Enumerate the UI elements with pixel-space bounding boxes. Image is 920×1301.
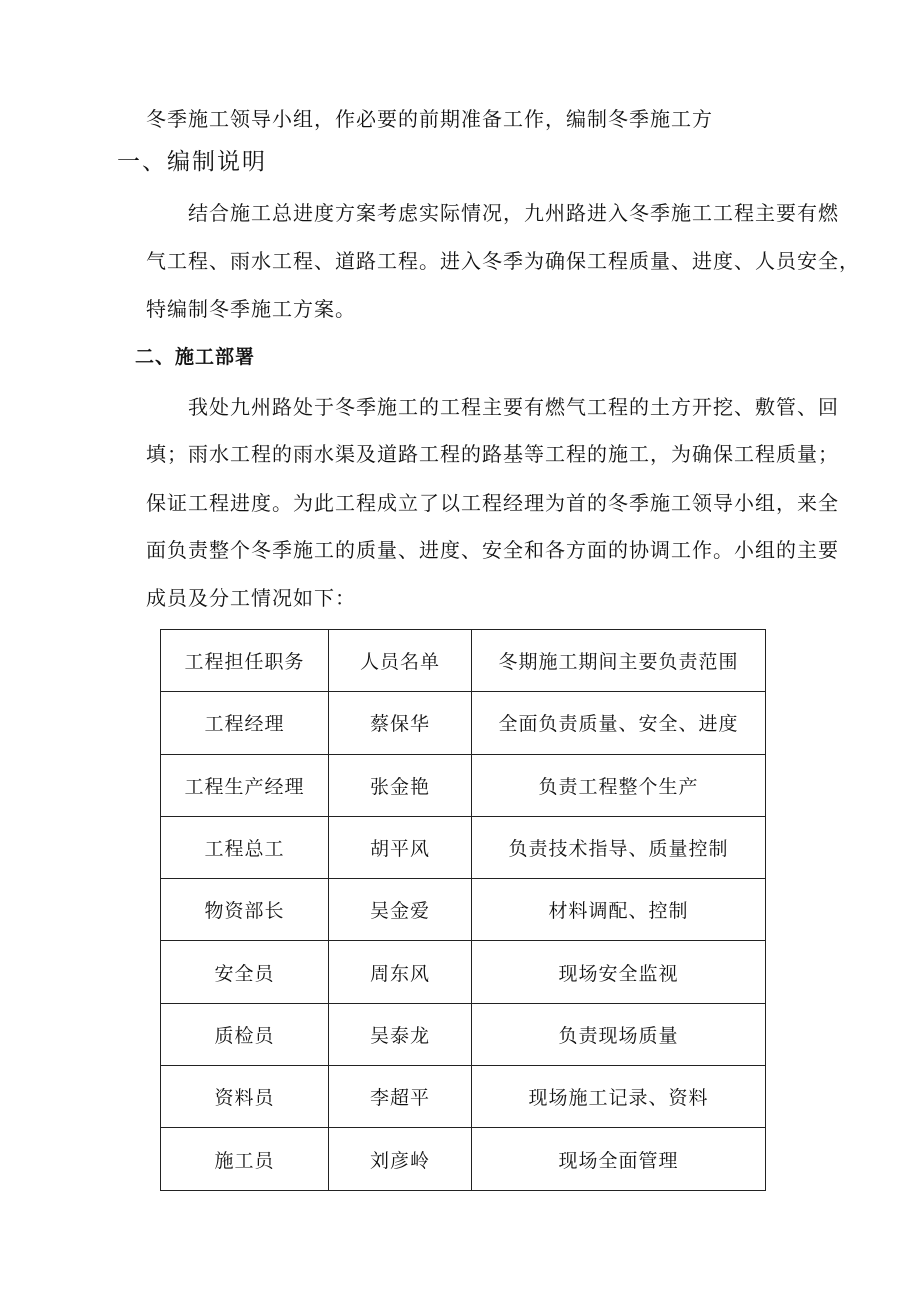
section-2-paragraph-line: 成员及分工情况如下： xyxy=(146,586,356,610)
cell-position: 工程生产经理 xyxy=(161,754,329,816)
cell-responsibility: 现场安全监视 xyxy=(472,941,766,1003)
cell-name: 张金艳 xyxy=(329,754,472,816)
table-row xyxy=(161,1128,766,1190)
table-row xyxy=(161,1066,766,1128)
staff-table xyxy=(160,629,766,1191)
cell-responsibility: 负责现场质量 xyxy=(472,1003,766,1065)
section-2-heading: 二、施工部署 xyxy=(135,346,256,368)
cell-position: 质检员 xyxy=(161,1003,329,1065)
cell-position: 施工员 xyxy=(161,1128,329,1190)
table-row xyxy=(161,692,766,754)
cell-position: 工程总工 xyxy=(161,816,329,878)
section-2-paragraph-line: 保证工程进度。为此工程成立了以工程经理为首的冬季施工领导小组，来全 xyxy=(146,491,839,515)
section-2-paragraph-line: 填；雨水工程的雨水渠及道路工程的路基等工程的施工，为确保工程质量； xyxy=(146,442,839,466)
table-row xyxy=(161,1003,766,1065)
cell-name: 蔡保华 xyxy=(329,692,472,754)
section-1-paragraph-line: 特编制冬季施工方案。 xyxy=(146,297,356,321)
table-row xyxy=(161,816,766,878)
section-2-paragraph-line: 面负责整个冬季施工的质量、进度、安全和各方面的协调工作。小组的主要 xyxy=(146,538,839,562)
cell-position: 物资部长 xyxy=(161,879,329,941)
cell-name: 刘彦岭 xyxy=(329,1128,472,1190)
header-cell-position: 工程担任职务 xyxy=(161,630,329,692)
section-1-paragraph-line: 气工程、雨水工程、道路工程。进入冬季为确保工程质量、进度、人员安全， xyxy=(146,249,860,273)
cell-position: 工程经理 xyxy=(161,692,329,754)
cell-responsibility: 材料调配、控制 xyxy=(472,879,766,941)
cell-name: 吴泰龙 xyxy=(329,1003,472,1065)
cell-name: 李超平 xyxy=(329,1066,472,1128)
cell-name: 周东风 xyxy=(329,941,472,1003)
cell-responsibility: 负责技术指导、质量控制 xyxy=(472,816,766,878)
cell-responsibility: 现场全面管理 xyxy=(472,1128,766,1190)
table-row xyxy=(161,754,766,816)
header-cell-responsibility: 冬期施工期间主要负责范围 xyxy=(472,630,766,692)
cell-responsibility: 现场施工记录、资料 xyxy=(472,1066,766,1128)
section-1-paragraph-line: 结合施工总进度方案考虑实际情况，九州路进入冬季施工工程主要有燃 xyxy=(188,201,839,225)
section-1-heading: 一、编制说明 xyxy=(117,149,267,175)
cell-name: 吴金爱 xyxy=(329,879,472,941)
cell-name: 胡平风 xyxy=(329,816,472,878)
cell-position: 安全员 xyxy=(161,941,329,1003)
cell-responsibility: 全面负责质量、安全、进度 xyxy=(472,692,766,754)
cell-position: 资料员 xyxy=(161,1066,329,1128)
header-cell-name: 人员名单 xyxy=(329,630,472,692)
intro-line: 冬季施工领导小组，作必要的前期准备工作，编制冬季施工方 xyxy=(146,107,713,131)
table-row xyxy=(161,941,766,1003)
table-row xyxy=(161,879,766,941)
section-2-paragraph-line: 我处九州路处于冬季施工的工程主要有燃气工程的土方开挖、敷管、回 xyxy=(188,395,839,419)
cell-responsibility: 负责工程整个生产 xyxy=(472,754,766,816)
table-header-row xyxy=(161,630,766,692)
